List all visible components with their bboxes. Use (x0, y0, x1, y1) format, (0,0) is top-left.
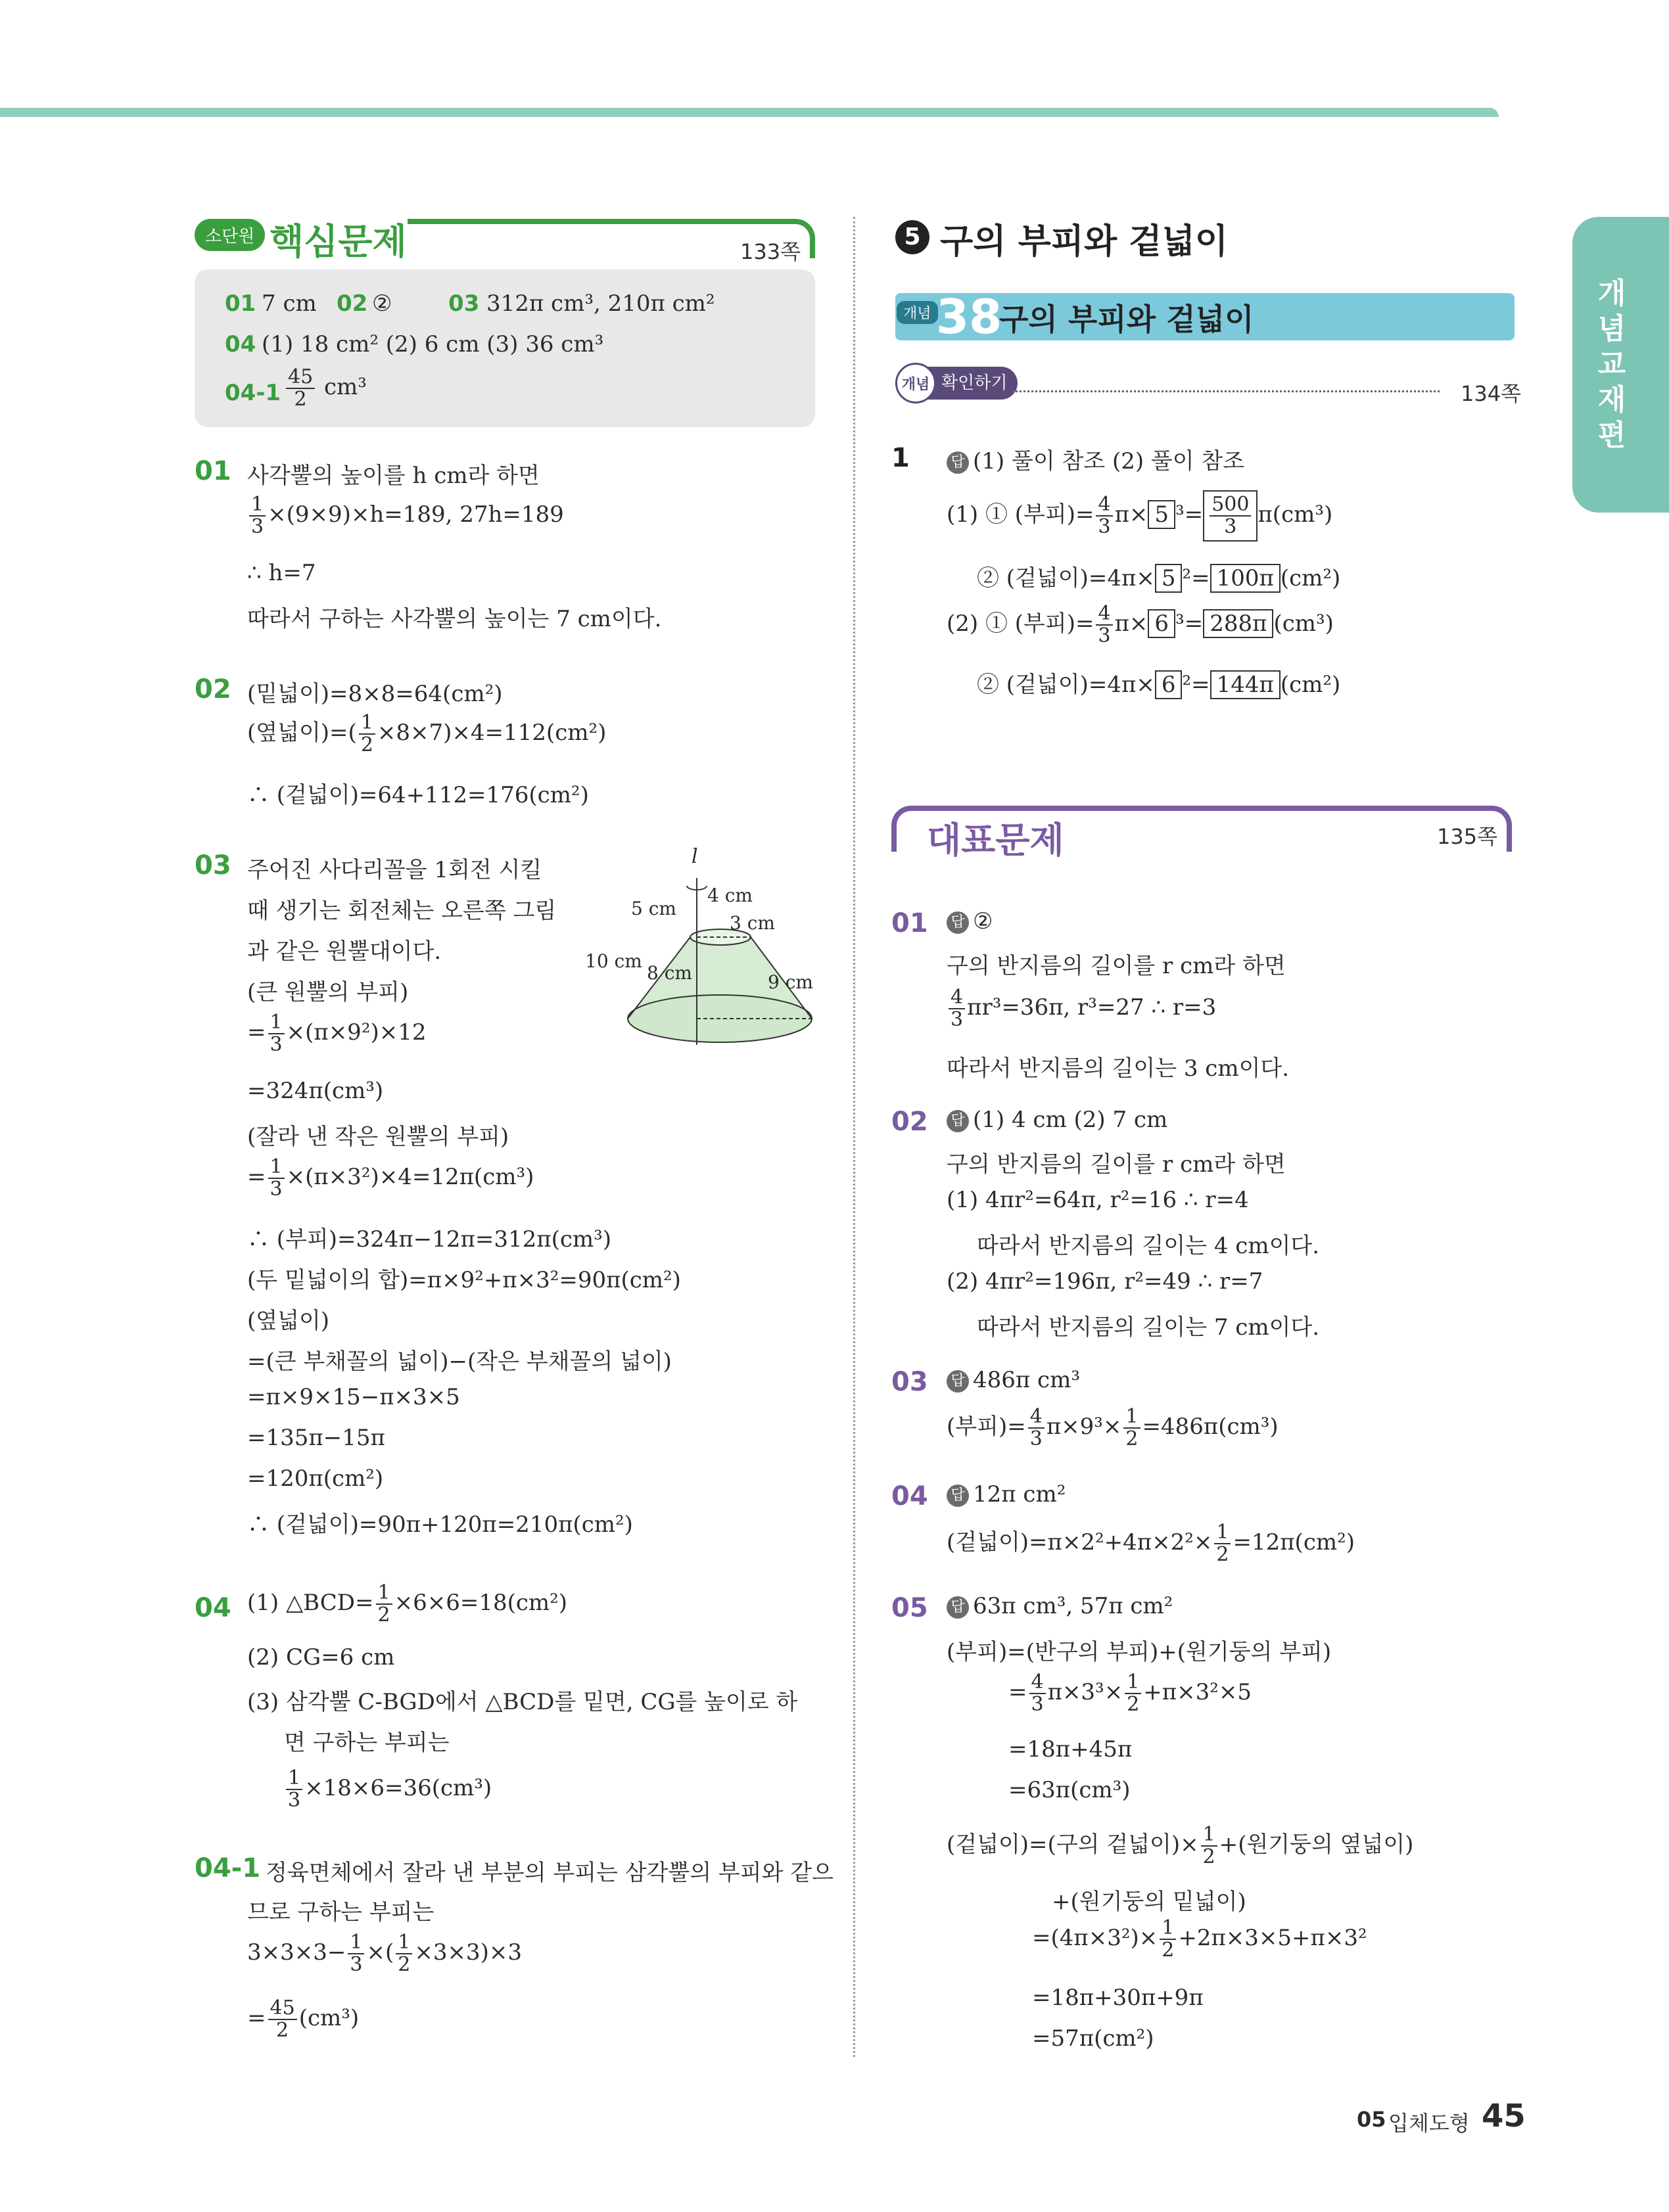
page-ref: 134쪽 (1461, 381, 1521, 406)
answer-num: 04-1 (225, 380, 281, 406)
text-line: (부피)= $\frac{4}{3}$ π×9³× $\frac{1}{2}$ =486π(cm³) (947, 1405, 1279, 1450)
problem-number: 04 (891, 1481, 928, 1511)
text-line: 따라서 반지름의 길이는 7 cm이다. (977, 1314, 1320, 1341)
text-line: $\frac{1}{3}$ ×(9×9)×h=189, 27h=189 (247, 494, 564, 538)
text-line: =18π+30π+9π (1032, 1985, 1204, 2011)
check-tag: 확인하기 (895, 367, 1018, 400)
section-number-badge: 5 (895, 220, 929, 254)
text-line: = $\frac{45}{2}$ (cm³) (247, 1996, 360, 2042)
text-line: ② (겉넓이)=4π× 5 ²= 100π (cm²) (977, 565, 1341, 591)
page-number: 45 (1482, 2098, 1526, 2134)
text-line: (밑넓이)=8×8=64(cm²) (247, 681, 503, 707)
problem-number: 03 (891, 1367, 928, 1397)
text-line: (큰 원뿔의 부피) (247, 979, 409, 1005)
problem-number: 02 (195, 674, 231, 704)
text-line: =57π(cm²) (1032, 2025, 1154, 2052)
text-line: =18π+45π (1008, 1736, 1133, 1763)
text-line: (1) 4πr²=64π, r²=16 ∴ r=4 (947, 1187, 1249, 1213)
text-line: =324π(cm³) (247, 1078, 384, 1104)
text-line: (3) 삼각뿔 C-BGD에서 △BCD를 밑면, CG를 높이로 하 (247, 1689, 798, 1715)
dotted-leader (1012, 390, 1440, 392)
text-line: 사각뿔의 높이를 h cm라 하면 (247, 463, 540, 489)
column-divider (853, 217, 855, 2057)
text-line: (2) ① (부피)= $\frac{4}{3}$ π× 6 ³= 288π (cm³) (947, 602, 1334, 647)
problem-number: 1 (891, 443, 910, 473)
text-line: 구의 반지름의 길이를 r cm라 하면 (947, 953, 1286, 979)
answer-line: 답 (1) 풀이 참조 (2) 풀이 참조 (947, 443, 1244, 475)
text-line: ② (겉넓이)=4π× 6 ²= 144π (cm²) (977, 672, 1341, 698)
figure-label: 3 cm (730, 912, 775, 934)
rep-title: 대표문제 (920, 812, 1071, 863)
section-title: 핵심문제 (270, 221, 407, 262)
concept-badge: 개념 (897, 301, 938, 324)
answer-line: 답 12π cm² (947, 1481, 1066, 1508)
figure-label: 8 cm (647, 962, 692, 984)
text-line: (두 밑넓이의 합)=π×9²+π×3²=90π(cm²) (247, 1267, 681, 1293)
text-line: (부피)=(반구의 부피)+(원기둥의 부피) (947, 1639, 1332, 1665)
problem-number: 04 (195, 1593, 231, 1623)
problem-number: 02 (891, 1107, 928, 1137)
text-line: 므로 구하는 부피는 (247, 1899, 435, 1925)
section-badge: 소단원 (195, 219, 265, 251)
text-line: (옆넓이)=( $\frac{1}{2}$ ×8×7)×4=112(cm²) (247, 711, 607, 756)
text-line: (1) △BCD= $\frac{1}{2}$ ×6×6=18(cm²) (247, 1581, 568, 1626)
frustum-figure (578, 848, 815, 1051)
side-tab-label: 개념교재편 (1597, 277, 1626, 452)
text-line: 주어진 사다리꼴을 1회전 시킬 (247, 857, 542, 883)
answer-line: 답 ② (947, 908, 993, 934)
chapter-number: 05 (1357, 2107, 1386, 2132)
text-line: 면 구하는 부피는 (284, 1730, 450, 1756)
answer-value: $\frac{45}{2}$ cm³ (284, 367, 367, 410)
figure-label: 5 cm (631, 898, 676, 919)
figure-label: l (692, 845, 698, 868)
answer-line: 답 486π cm³ (947, 1367, 1080, 1393)
text-line: 때 생기는 회전체는 오른쪽 그림 (247, 898, 557, 924)
text-line: ∴ (겉넓이)=64+112=176(cm²) (247, 782, 589, 808)
answer-num: 01 (225, 290, 256, 317)
text-line: (2) 4πr²=196π, r²=49 ∴ r=7 (947, 1268, 1263, 1295)
text-line: 정육면체에서 잘라 낸 부분의 부피는 삼각뿔의 부피와 같으 (266, 1860, 834, 1886)
text-line: ∴ (겉넓이)=90π+120π=210π(cm²) (247, 1511, 633, 1538)
answer-num: 03 (448, 290, 480, 317)
text-line: 따라서 구하는 사각뿔의 높이는 7 cm이다. (247, 606, 662, 632)
answer-value: 7 cm (262, 290, 317, 317)
text-line: +(원기둥의 밑넓이) (1052, 1889, 1246, 1915)
text-line: =120π(cm²) (247, 1465, 384, 1492)
page-ref: 133쪽 (740, 239, 801, 264)
concept-number: 38 (936, 289, 1002, 344)
answer-value: ② (372, 290, 392, 317)
text-line: $\frac{1}{3}$ ×18×6=36(cm³) (284, 1768, 492, 1811)
figure-label: 4 cm (707, 885, 753, 906)
problem-number: 01 (891, 908, 928, 938)
answer-value: (1) 18 cm² (2) 6 cm (3) 36 cm³ (262, 331, 604, 357)
text-line: (겉넓이)=π×2²+4π×2²× $\frac{1}{2}$ =12π(cm²) (947, 1521, 1355, 1566)
text-line: = $\frac{4}{3}$ π×3³× $\frac{1}{2}$ +π×3²×5 (1008, 1671, 1252, 1716)
text-line: (2) CG=6 cm (247, 1644, 395, 1671)
text-line: (잘라 낸 작은 원뿔의 부피) (247, 1124, 509, 1150)
chapter-title: 입체도형 (1388, 2111, 1470, 2136)
page-ref: 135쪽 (1437, 824, 1497, 849)
text-line: =(큰 부채꼴의 넓이)−(작은 부채꼴의 넓이) (247, 1348, 672, 1375)
check-circle: 개념 (895, 363, 936, 403)
concept-title: 구의 부피와 겉넓이 (999, 302, 1254, 337)
text-line: 구의 반지름의 길이를 r cm라 하면 (947, 1151, 1286, 1178)
text-line: =63π(cm³) (1008, 1777, 1131, 1803)
answer-line: 답 63π cm³, 57π cm² (947, 1593, 1173, 1619)
text-line: 따라서 반지름의 길이는 3 cm이다. (947, 1055, 1290, 1082)
text-line: (1) ① (부피)= $\frac{4}{3}$ π× 5 ³= $\frac{500}{3}$ π(cm³) (947, 490, 1332, 541)
figure-label: 9 cm (768, 971, 813, 993)
answer-num: 02 (337, 290, 368, 317)
answer-num: 04 (225, 331, 256, 357)
problem-number: 04-1 (195, 1853, 261, 1883)
text-line: =135π−15π (247, 1425, 385, 1451)
text-line: =(4π×3²)× $\frac{1}{2}$ +2π×3×5+π×3² (1032, 1916, 1367, 1962)
text-line: (옆넓이) (247, 1308, 330, 1334)
answer-line: 답 (1) 4 cm (2) 7 cm (947, 1107, 1167, 1133)
text-line: $\frac{4}{3}$ πr³=36π, r³=27 ∴ r=3 (947, 987, 1216, 1030)
section-title: 구의 부피와 겉넓이 (940, 222, 1229, 262)
problem-number: 05 (891, 1593, 928, 1623)
figure-label: 10 cm (585, 950, 642, 972)
text-line: 3×3×3− $\frac{1}{3}$ ×( $\frac{1}{2}$ ×3×3)×3 (247, 1931, 522, 1976)
text-line: 과 같은 원뿔대이다. (247, 938, 442, 965)
text-line: ∴ (부피)=324π−12π=312π(cm³) (247, 1226, 612, 1253)
problem-number: 01 (195, 456, 231, 486)
text-line: 따라서 반지름의 길이는 4 cm이다. (977, 1233, 1320, 1259)
text-line: (겉넓이)=(구의 겉넓이)× $\frac{1}{2}$ +(원기둥의 옆넓이) (947, 1823, 1414, 1868)
top-decor-bar (0, 108, 1499, 117)
text-line: = $\frac{1}{3}$ ×(π×9²)×12 (247, 1011, 427, 1056)
text-line: = $\frac{1}{3}$ ×(π×3²)×4=12π(cm³) (247, 1155, 534, 1201)
answer-value: 312π cm³, 210π cm² (486, 290, 715, 317)
text-line: =π×9×15−π×3×5 (247, 1384, 460, 1410)
text-line: ∴ h=7 (247, 560, 316, 586)
problem-number: 03 (195, 850, 231, 881)
